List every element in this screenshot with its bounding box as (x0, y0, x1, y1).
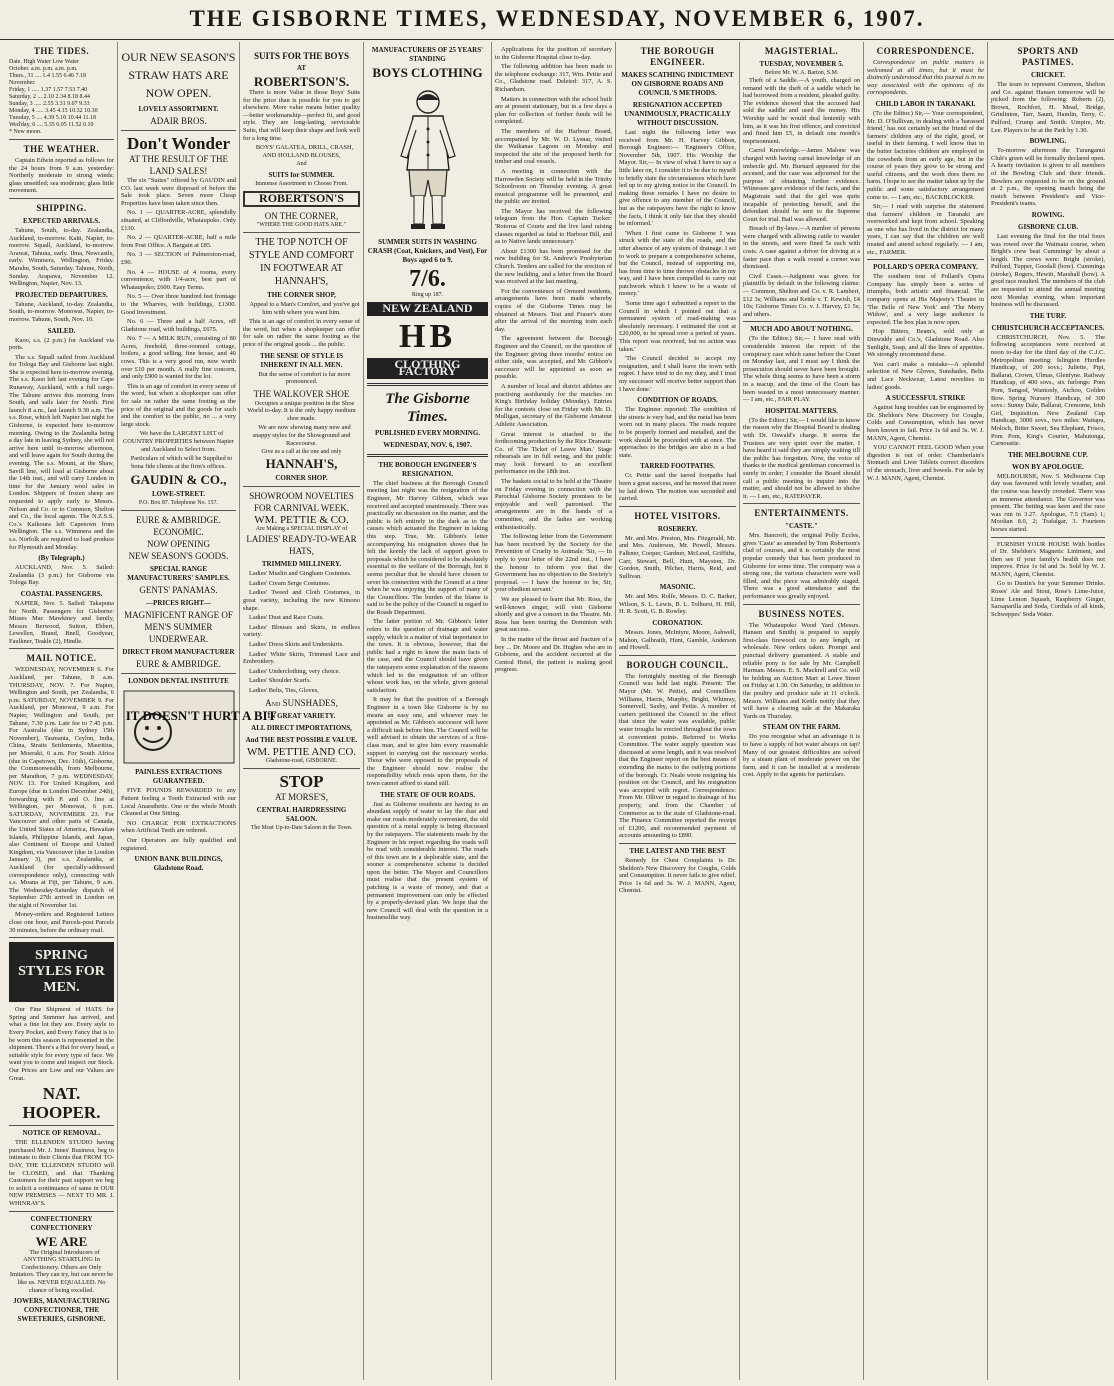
news-item: The Mayor has received the following telegram from the Hon. Captain Tucker: 'Rotorua of Courts and the live land raising classes regarded as fatal to Harbour Bill, and as to Native lands unnecessary.' (495, 207, 612, 246)
editorial-body: Just as Gisborne residents are having to an abundant supply of water to lay the dust and make our roads moderately convenient, the old question of a metal supply is being discussed by the ratepayers. The statements made by the Engineer in his report regarding the roads will be read with considerable interest. The roads of this town are in a deplorable state, and the sooner a comprehensive scheme is decided upon the better. The Mayor and Councillors must realise that the present system of patching is a waste of money, and that a permanent improvement can only be effected by a properly-devised plan. We hope that the new Council will deal with the question in a businesslike way. (367, 800, 488, 922)
news-item: For the convenience of Ormond residents, arrangements have been made whereby copies of the Gisborne Times may be obtained at Messrs. Teat and Fraser's store after the arrival of the morning train each day. (495, 287, 612, 333)
on-the-corner: ON THE CORNER, (264, 210, 339, 221)
direct-importations: ALL DIRECT IMPORTATIONS, (251, 723, 352, 732)
top-notch: THE TOP NOTCH OF STYLE AND COMFORT IN FOOTWEAR AT HANNAH'S, (249, 236, 354, 287)
steam-heading: STEAM ON THE FARM. (762, 723, 841, 732)
ring-up: Ring up 187. (411, 292, 444, 298)
pollard-text: The southern tour of Pollard's Opera Company has simply been a series of triumphs, both artistic and financial. The company opens at His Majesty's Theatre in 'The Belle of New York' and 'The Merry Widow', and a very large audience is expected. The box plan is now open. (867, 273, 984, 326)
particulars: Particulars of which will be Supplied to bona fide clients at the firm's offices. (130, 455, 233, 470)
fabrics: BOYS' GALATEA, DRILL, CRASH, AND HOLLAND BLOUSES, (255, 144, 354, 159)
arrivals-text: Tahune, South, to-day. Zealandia, Auckland, to-morrow. Kaiti, Napier, to-morrow. Squall, Auckland, to-morrow. Arawai, Tahuna, early. Ilma, Newcastle, early. Wimmera, Wellington, Friday. Marahu, South, Saturday. Tahune, North, Sunday. Arapawa, November 12. Wellington, Napier, Nov. 13. (9, 226, 114, 288)
telegraph-heading: (By Telegraph.) (38, 554, 85, 563)
land-sales-heading: AT THE RESULT OF THE LAND SALES! (128, 154, 229, 176)
dental-institute: LONDON DENTAL INSTITUTE (128, 677, 229, 686)
rowing-sub: GISBORNE CLUB. (1018, 222, 1078, 231)
column-ads-land (118, 42, 276, 1380)
engineer-body: Last night the following letter was received from Mr. H. Harvey Gibbon, Borough Engineer:— 'Engineer's Office, November 5th, 1907. His Worship the Mayor. Sir,— In view of what I have to say a little later on, I consider it to be due to myself to briefly state the circumstances which have led up to my giving notice to the Council. In making these remarks I have no desire to give offence to any member of the Council, but as the ratepayers have the right to know the facts, I think it only fair that they should be informed.' (619, 129, 736, 228)
steam-text: Do you recognise what an advantage it is to have a supply of hot water always on tap? Many of our greatest difficulties are solved by a steam plant of moderate power on the farm, and it can be installed at a moderate cost. Apply to the agents for particulars. (743, 733, 860, 779)
hop-bitters: Hop Bitters, Beam's, sold only at Dinwiddy and Co.'s, Gladstone Road. Also Sunlight, Soap, and all the lines of appetites. We strongly recommend these. (867, 328, 984, 359)
pettie-item: Ladies' Tweed and Cloth Costumes, in great variety, including the new Kimono shape. (243, 589, 360, 612)
melbourne-heading: THE MELBOURNE CUP. (1008, 450, 1088, 459)
telegraph-text: AUCKLAND, Nov. 5. Sailed: Zealandia (3 p.m.) for Gisborne via Tologa Bay. (9, 564, 114, 587)
now-opening: NOW OPENING (146, 539, 211, 550)
sunshades: And SUNSHADES, (265, 697, 338, 708)
sports-heading: SPORTS AND PASTIMES. (1017, 46, 1079, 67)
tide-row: Tuesday, 5 .... 4.39 5.10 10.44 11.18 (9, 115, 97, 121)
strike-text: Against lung troubles can be engineered by Dr. Sheldon's New Discovery for Coughs, Colds and Consumption, which has never been known to fail. Price 1s 6d and 3s. W. J. MANN, Agent, Chemist. (867, 404, 984, 442)
engineer-body: 'When I first came to Gisborne I was struck with the state of the roads, and the utter absence of any system of drainage. I set to work to prepare a comprehensive scheme, but the Council, instead of supporting me, has from time to time thrown obstacles in my way, and I have been compelled to carry out patchwork which I knew to be a waste of money.' (619, 229, 736, 298)
resignation-heading: THE BOROUGH ENGINEER'S RESIGNATION. (378, 460, 477, 478)
suits-heading: SUITS FOR THE BOYS (253, 51, 350, 61)
sailed-heading: SAILED. (47, 326, 76, 335)
removal-text: THE ELLENDEN STUDIO having purchased Mr. J. Innes' Business, beg to intimate to their Clients that FROM TO-DAY, THE ELLENDEN STUDIO will be CLOSED, and that Thanking Customers for their past support we beg to solicit a continuance of same in OUR NEW PREMISES — NEXT TO MR. J. WHINRAY'S. (9, 1139, 114, 1207)
summer-suits: SUMMER SUITS IN WASHING CRASH (Coat, Knickers, and Vest), For Boys aged 6 to 9. (367, 238, 488, 264)
operators: Our Operators are fully qualified and registered. (121, 836, 236, 852)
child-labor-heading: CHILD LABOR IN TARANAKI. (875, 99, 976, 108)
council-text: The fortnightly meeting of the Borough Council was held last night. Present: The Mayor (Mr. W. Pettie), and Councillors Williams, Harris, Murphy, Bright, Whinray, Somervell, Saxby, and Pettie. A number of carters petitioned the Council to the effect that since the water was available, public water troughs be erected throughout the town at convenient points. Referred to Works Committee. The water supply question was discussed at some length, and it was resolved that the Engineer report on the best means of extending the mains to the outlying portions of the borough. Cr. Neale wrote resigning his position on the Council, and his resignation was accepted with regret. Correspondence: From Mr. Olliver in regard to drainage of his property, and from the Chamber of Commerce as to the state of Gladstone-road. The Finance Committee reported the receipt of £1200, and recommended payment of accounts amounting to £890. (619, 672, 736, 840)
pettie-item: Ladies' Underclothing, very choice. (249, 667, 341, 675)
magisterial-date: TUESDAY, NOVEMBER 5. (759, 60, 844, 68)
immense: Immense Assortment to Choose From. (255, 181, 348, 188)
engineer-subheading: MAKES SCATHING INDICTMENT ON GISBORNE ROADS AND COUNCIL'S METHODS. (621, 71, 734, 97)
robertsons-name: ROBERTSON'S. (253, 74, 350, 89)
news-item: The agreement between the Borough Engineer and the Council, on the question of the Engineer giving three months' notice on either side, was accepted, and Mr. Gibbon's successor will be appointed as soon as possible. (495, 335, 612, 381)
showroom: SHOWROOM NOVELTIES FOR CARNIVAL WEEK. (249, 491, 354, 514)
and: And (296, 161, 307, 168)
sailed-text: Kaoo, s.s. (2 p.m.) for Auckland via ports. (9, 336, 114, 352)
tide-row: * New moon. (9, 129, 42, 135)
news-item: Great interest is attached to the forthcoming production by the Rice Dramatic Co. of 'The Ticket of Leave Man.' Stage rehearsals are in full swing, and the public may look forward to an excellent performance on the 18th inst. (495, 430, 612, 476)
melbourne-text: MELBOURNE, Nov. 5. Melbourne Cup day was favoured with lovely weather, and the course was heavily crowded. There was an immense attendance. The Governor was present. The betting was keen and the race was run in 3.27. Apologue, 7.5 (Sam) 1; Mooltan 8.0, 2; Trafalgar, 3. Fourteen horses started. (991, 472, 1105, 533)
listing: No. 3 — SECTION of Palmerston-road, £90. (121, 251, 236, 266)
pettie-item: Ladies' White Skirts, Trimmed Lace and Embroidery. (243, 650, 360, 666)
morses: AT MORSE'S, (275, 791, 328, 802)
engineer-body: The Engineer reported: The condition of the streets is very bad, and the metal has been worn out in many places. The roads require to be properly formed and metalled, and the work should be proceeded with at once. The approaches to the bridges are also in a bad state. (619, 406, 736, 459)
sense-heading: THE SENSE OF STYLE IS INHERENT IN ALL MEN. (260, 351, 343, 369)
pettie-2: WM. PETTIE AND CO. (246, 745, 357, 758)
tide-row: November. (9, 80, 36, 86)
pollard-heading: POLLARD'S OPERA COMPANY. (873, 263, 978, 272)
business-text: The Whataupoko Wood Yard (Messrs. Hansen and Smith) is prepared to supply first-class firewood cut to any length, or wholesale. New orders taken. Prompt and punctual delivery guaranteed. A stable and reliable pony is for sale by Mr. Campbell Harman. Messrs. E. S. Mackrell and Co. will be holding an Auction Mart at Lowe Street on Friday at 1.30. On Saturday, in addition to the poultry and produce sale at 11 o'clock. Messrs. Williams and Kettle notify that they will have a clearing sale at the Makaraka Yards on Thursday. (743, 621, 860, 720)
lovely-assortment: LOVELY ASSORTMENT. (138, 105, 219, 113)
child-labor-text-2: Sir,— I read with surprise the statement that farmers' children in Taranaki are overworked and kept from school. Speaking as one who has lived in the district for many years, I can say that the children are well treated and attend school regularly. — I am, etc., FARMER. (867, 203, 984, 256)
sense-text: But the sense of comfort is far more pronounced. (258, 370, 351, 386)
news-item: Applications for the position of secretary to the Gisborne Hospital close to-day. (495, 46, 612, 61)
best-value: And THE BEST POSSIBLE VALUE. (245, 735, 358, 744)
engineer-heading: THE BOROUGH ENGINEER. (640, 46, 715, 67)
suits-at: AT (296, 64, 307, 72)
condition-heading: CONDITION OF ROADS. (637, 396, 718, 405)
coastal-text: NAPIER, Nov. 5. Sailed: Takapuna for North. Passengers for Gisborne: Misses Mac Mawkiney and family, Messrs Berwood, Sutton, Ebbert, Lewellen, Brand, Bnell, Goodyear, Faulkner, Teakle (2), Hindle. (9, 599, 114, 645)
price: 7/6. (409, 266, 446, 292)
caste-text: Mrs. Bancroft, the original Polly Eccles, gives 'Caste' as amended by Tom Robertson's clad of courses, and it is certainly the most popular comedy that has been produced in Gisborne for some time. The company was a strong one, the various characters were well filled, and the piece was admirably staged. There was a good attendance and the performance was greatly enjoyed. (743, 532, 860, 601)
paper-title: The Gisborne Times. (385, 390, 470, 425)
manufacturers: MANUFACTURERS OF 25 YEARS' STANDING (371, 46, 484, 63)
arrivals-heading: EXPECTED ARRIVALS. (23, 216, 100, 225)
mail-heading: MAIL NOTICE. (26, 653, 97, 664)
spring-text: Our Fine Shipment of HATS for Spring and Summer has arrived, and what a fine lot they are. Every style to Every Pocket, and Every Fancy that is to be worn this season is represented in the shipment. There's a Hat for every head, a suitable style for every type of face. We want you to come and inspect our Stock. Our Prices are Low and our Values are Great. (9, 1006, 114, 1082)
cricket-heading: CRICKET. (1031, 71, 1065, 79)
coastal-heading: COASTAL PASSENGERS. (20, 589, 103, 598)
engineer-subheading-2: RESIGNATION ACCEPTED UNANIMOUSLY, PRACTICALLY WITHOUT DISCUSSION. (624, 101, 731, 127)
column-local-news (492, 42, 616, 1380)
robertsons-box: ROBERTSON'S (243, 191, 360, 207)
magisterial-before: Before Mr. W. A. Barton, S.M. (764, 70, 839, 76)
news-item: The baskets social to be held at the Theatre on Friday evening in connection with the Parochial Gisborne Society promises to be enjoyable and well patronised. The arrangements are in the hands of a committee, and the ladies are working enthusiastically. (495, 478, 612, 531)
go-to-text: Go to Dustin's for your Summer Drinks. Roses' Ale and Stout, Rose's Lime-Juice, Lime Lemon Squash, Raspberry Ginger, Sarsaparilla and Soda, Cordials of all kinds, Schweppes' Soda Water. (991, 580, 1105, 618)
land-body: This is an age of comfort in every sense of the word, but when a shopkeeper can offer for sale on rather the same footing as the price of the original and the goods for such and the comfort to the public, no ... a very large stock. (121, 382, 236, 428)
court-body: Carrol Knowledge.—James Malone was charged with having carnal knowledge of an imbecile girl. Mr. Burnard appeared for the accused, and the case was adjourned for the purpose of obtaining further evidence. Witnesses gave evidence of the facts, and the Magistrate said that the girl was quite incapable of protecting herself, and the defendant should be sent to the Supreme Court for trial. Bail was allowed. (743, 147, 860, 223)
business-heading: BUSINESS NOTES. (758, 608, 845, 619)
listing: No. 6 — Three and a half Acres, off Gladstone road, with buildings, £675. (121, 318, 236, 333)
hotel-text: Mr. and Mrs. Preston, Mrs. Fitzgerald, Mr. and Mrs. Anderson, Mr. Powell, Messrs. Falkner, Cooper, Gardner, McLeod, Griffiths, Carr, Stewart, Bell, Hunt, Mayston, Dr. Gordon, Smith, Pilcher, Harris, Reid, and Sullivan. (619, 534, 736, 580)
tide-row: Saturday, 2 ... 2.10 2.34 8.18 8.44 (9, 94, 90, 100)
eure-ambridge-2: EURE & AMBRIDGE. (136, 659, 221, 670)
tarred-heading: TARRED FOOTPATHS. (640, 462, 715, 471)
published: PUBLISHED EVERY MORNING. (374, 428, 481, 437)
suits-text: There is more Value in those Boys' Suits for the price than is possible for you to get elsewhere. More value means better quality—better workmanship—perfect fit, and good style. They are long-lasting, serviceable Suits, that will keep their shape and look well for a long time. (243, 89, 360, 142)
new-season: NEW SEASON'S GOODS. (128, 551, 229, 562)
listing: No. 4 — HOUSE of 4 rooms, every convenience, with 1/4-acre, best part of Whataupoko; £600. Easy Terms. (121, 268, 236, 291)
lowe-street: LOWE-STREET. (152, 490, 205, 499)
news-item: A meeting in connection with the Harrowden Society will be held in the Trinity Schoolroom on Thursday evening. A great musical programme will be presented, and the public are invited. (495, 167, 612, 206)
tide-row: October. a.m. p.m. a.m. p.m. (9, 66, 78, 72)
direct-manufacturer: DIRECT FROM MANUFACTURER (122, 648, 235, 657)
council-heading: BOROUGH COUNCIL. (626, 659, 729, 670)
appeal: Appeal to a Man's Comfort, and you've got him with where you want him. (249, 300, 360, 316)
masonic-heading: MASONIC. (659, 583, 696, 592)
hb-logo: HB (398, 317, 457, 355)
much-ado-text: (To the Editor.) Sir,— I have read with considerable interest the report of the conspiracy case which came before the Court on Monday last, and I must say I think the prosecution should never have been brought. The whole thing seems to have been a storm in a teacup, and the time of the Court has been wasted in a most unnecessary manner. — I am, etc., FAIR PLAY. (743, 335, 860, 404)
hannahs: HANNAH'S, (265, 456, 338, 472)
court-body: Breach of By-laws.—A number of persons were charged with allowing cattle to wander in the streets, and were fined 5s each with costs. A case against a driver for driving at a faster pace than a walk round a corner was dismissed. (743, 225, 860, 271)
column-magisterial (740, 42, 864, 1380)
column-correspondence (864, 42, 988, 1380)
court-body: Theft of a Saddle.—A youth, charged on remand with the theft of a saddle which he had borrowed from a resident, pleaded guilty. The evidence showed that the accused had sold the saddle and used the money. His Worship said he would deal leniently with him, as it was his first offence, and convicted and fined him £5, in default one month's imprisonment. (743, 77, 860, 145)
gents-panamas: GENTS' PANAMAS. (139, 585, 218, 596)
walkover: THE WALKOVER SHOE (253, 388, 350, 399)
news-item: The following addition has been made to the telephone exchange: 317, Wm. Pettie and Co., Gladstone road. Deleted: 317, A. S. Richardson. (495, 63, 612, 93)
editorial-body: The chief business at the Borough Council meeting last night was the resignation of the Engineer, Mr Harvey Gibbon, which was received and accepted unanimously. There was practically no discussion on the matter, and the public is left entirely in the dark as to the causes which actuated the Engineer in taking this step. True, Mr. Gibbon's letter accompanying his resignation shows that he felt the keenly the lack of support given to proposals which he considered to be absolutely essential to the welfare of the Borough, but it seems peculiar that he should have chosen to sever his connection with the Council at a time when he was enjoying the support of many of the Councillors. The burden of the blame is said to be the policy of the Council in regard to the Roads Department. (367, 479, 488, 616)
shipping-body: The s.s. Squall sailed from Auckland for Tologa Bay and Gisborne last night. She is expected here to-morrow evening. The s.s. Kaoo left last evening for Cape Runaway, Auckland, with a full cargo. The Tahune arrives this morning from South, and sails later for North. First launch 8 a.m., last launch 9.30 a.m. The s.s. Rose, which left Napier last night for Gisborne, is expected here to-morrow morning. Owing to the Zealandia being a day late in leaving Sydney, she will not arrive here until to-morrow afternoon, and will leave again for South during the evening. The s.s. Mount, at the Shaw, Savill line, will load at Gisborne about the 14th inst., and will carry London in time for the January wool sales in London. Shippers of frozen sheep are requested to apply early to Messrs. Nelson and Co. or to Common, Shelton and Co., the local agents. The N.Z.S.S. Co.'s Kaikoura left Capetown from Wellington. The s.s. Wimmera and the s.s. Norfolk are required to load produce for Plymouth and Monday. (9, 353, 114, 551)
bowling-heading: BOWLING. (1029, 137, 1067, 146)
engineer-body: Cr. Pettie said the tarred footpaths had been a great success, and he moved that more be laid down. The motion was seconded and carried. (619, 472, 736, 503)
court-body: Civil Cases.—Judgment was given for plaintiffs by default in the following claims:— Common, Shelton and Co. v. R. Lambert, £12 3s; Williams and Kettle v. T. Kewish, £4 10s; Gisborne Times Co. v. J. Harvey, £1 5s; and others. (743, 272, 860, 318)
melbourne-sub: WON BY APOLOGUE. (1012, 462, 1084, 471)
tides-table (9, 66, 114, 136)
christchurch-text: CHRISTCHURCH, Nov. 5. The following acceptances were received at noon to-day for the third day of the C.J.C. Metropolitan meeting: Islington Hurdles Handicap, of 200 sovs.; Juliette, Pipi, Ballarat, Crown, Ulmas, Glenfyne. Railway Handicap, of 400 sovs., six furlongs: Pom Pom, Sungod, Wantonly, Atchoo, Golden Bow. Spring Nursery Handicap, of 300 sovs.: Sunny Dale, Ballarat, Cremorne, Irish Girl, Inquisition. New Zealand Cup Handicap, 3000 sovs., two miles: Waitapu, Moloch, Bitter Sweet, Sea Elephant, Frisco, Pom Pom, King's Courier, Mahutonga, Carnoustie. (991, 333, 1105, 448)
prices-right: —PRICES RIGHT— (146, 599, 211, 608)
engineer-body: 'The Council decided to accept my resignation, and I shall leave the town with regret. I have tried to do my duty, and I trust my successor will receive better support than I have done.' (619, 355, 736, 393)
masonic-text: Mr. and Mrs. Rolfe, Messrs. D. C. Barker, Wilson, S. L. Lewis, B. L. Tolhurst, H. Hill, H. R. Scott, G. B. Rowley. (619, 593, 736, 616)
news-item: The members of the Harbour Board, accompanied by Mr. W. D. Lysnar, visited the Waikanae Lagoon on Monday and inspected the site of the proposed berth for timber and coal vessels. (495, 127, 612, 166)
coronation-heading: CORONATION. (652, 619, 703, 628)
most-up-to-date: The Most Up-to-Date Saloon in the Town. (250, 824, 353, 831)
good-hats: "WHERE THE GOOD HATS ARE." (256, 221, 347, 228)
pettie-item: Ladies' Dress Skirts and Underskirts. (249, 641, 344, 648)
central-saloon: CENTRAL HAIRDRESSING SALOON. (256, 805, 347, 823)
mail-text: WEDNESDAY, NOVEMBER 6. For Auckland, per Tahune, 8 a.m. THURSDAY, NOV. 7. For Napier, Wellington and South, per Zealandia, 6 p.m. SATURDAY, NOVEMBER 9. For Auckland, per Monowai, 9 a.m. For Napier, Wellington and South, per Tahune, 7.30 p.m. Late fee to 7.45 p.m. For Australia (due in Sydney 15th November), Tasmania, Ceylon, India, China, Straits Settlements, Mauritius, per Moeraki, 6 a.m. For South Africa (due in Capetown, Dec. 16th), Gisborne, the Commonwealth, from Melbourne, per Marathon, 7 p.m. WEDNESDAY, NOV. 13. For United Kingdom, and Europe (due in London December 24th), forwarding with P. and O. line at Wellington, per Monowai, 6 p.m. SATURDAY, NOVEMBER 23. For Vancouver and other parts of Canada, the United States of America, Hawaiian Islands, Philippine Islands, and Japan, also Continent of Europe and United Kingdom, via Vancouver (due in London January 3), per s.s. Zealandia, at Auckland (for specially-addressed correspondence only), connecting with s.s. Moana at Fiji, per Tahune, 9 a.m. The Wednesday-Saturday dispatch of September 27th arrived in London on the night of November 1st. (9, 666, 114, 909)
economic: ECONOMIC. (153, 527, 204, 538)
coronation-text: Messrs. Jones, McIntyre, Moore, Ashwell, Mahon, Galbraith, Hunt, Gamble, Anderson and Howell. (619, 629, 736, 652)
pettie-item: Ladies' Shoulder Scarfs. (249, 677, 312, 685)
confectionery-heading: CONFECTIONERY CONFECTIONERY (30, 1214, 93, 1232)
column-borough (616, 42, 740, 1380)
removal-heading: NOTICE OF REMOVAL. (22, 1129, 101, 1138)
weather-text: Captain Edwin reported as follows for the 24 hours from 9 a.m. yesterday: Northerly moderate to strong winds; glass unsettled; sea moderate; glass little movement. (9, 157, 114, 195)
boys-clothing: BOYS CLOTHING (372, 65, 483, 80)
give-call: Give us a call at the one and only (261, 449, 342, 456)
rowing-heading: ROWING. (1031, 210, 1065, 219)
great-variety: IN GREAT VARIETY. (267, 711, 336, 720)
money-orders: Money-orders and Registered Letters close one hour, and Parcels-post Parcels 30 minutes, before the ordinary mail. (9, 911, 114, 934)
hotel-heading: HOTEL VISITORS. (634, 510, 721, 521)
caste-heading: "CASTE." (785, 522, 818, 531)
news-item: About £1300 has been promised for the new building for St. Andrew's Presbyterian Church. Tenders are called for the erection of the new building, and a letter from the Board was received at the last meeting. (495, 247, 612, 286)
tides-columns: Date. High Water Low Water (9, 59, 79, 65)
magnificent-range: MAGNIFICENT RANGE OF MEN'S SUMMER UNDERWEAR. (124, 610, 233, 645)
no-charge: NO CHARGE FOR EXTRACTIONS when Artificial Teeth are ordered. (121, 819, 236, 835)
dont-wonder-heading: Don't Wonder (126, 134, 231, 153)
listing: No. 2 — QUARTER-ACRE, half a mile from Post Office. A Bargain at £85. (121, 234, 236, 249)
issue-date: WEDNESDAY, NOV. 6, 1907. (383, 440, 472, 449)
pettie-item: Ladies' Muslin and Gingham Costumes. (249, 570, 352, 578)
jowers-name: JOWERS, MANUFACTURING CONFECTIONER, THE SWEETERIES, GISBORNE. (13, 1297, 110, 1324)
column-shipping (6, 42, 118, 1380)
showing: We are now showing many new and snappy styles for the Showground and Racecourse. (252, 424, 351, 447)
bowling-text: To-morrow afternoon the Turanganui Club's green will be formally declared open. A hearty invitation is given to all members of the Bowling Club and their friends. Bowlers are requested to be on the ground at 2 p.m., the opening match being the match between President's and Vice-President's teams. (991, 147, 1105, 208)
boy-illustration (383, 84, 473, 234)
gladstone-road: Gladstone-road, GISBORNE. (265, 757, 338, 764)
column-robertsons (240, 42, 364, 1380)
news-item: In the matter of the throat and fracture of a boy ... Dr. Moore and Dr. Hughes who are in Gisborne, and the accident occurred at the Central Hotel, the patient is making good progress. (495, 635, 612, 674)
we-text: The Original Introducers of ANYTHING STARTLING In Confectionery. Others are Only Imitators. They can try, but can never be like us. NEVER EQUALLED. No chance of being excelled. (9, 1248, 114, 1294)
tides-heading: THE TIDES. (33, 46, 90, 56)
newspaper-page (6, 42, 1108, 1382)
departures-text: Tahune, Auckland, to-day. Zealandia, South, to-morrow. Monowai, Napier, to-morrow. Tahune, South, Nov. 10. (9, 300, 114, 323)
gaudin-box: P.O. Box 87. Telephone No. 157. (138, 500, 219, 507)
departures-heading: PROJECTED DEPARTURES. (15, 290, 108, 299)
new-zealand-banner: NEW ZEALAND (367, 302, 488, 316)
child-labor-text: (To the Editor.) Sir,— Your correspondent, Mr. D. O'Sullivan, in dealing with a 'harassed friend,' has not certainly set the friend of the farmers' children any of the right, good, or useful in their farming. I well know that in the butter factories children are employed in the cowsheds from an early age, but in the course of years they grow to be strong and useful citizens, and the work does them no harm. I hope to see the matter taken up by the public and some satisfactory arrangement come to. — I am, etc., BACKBLOCKER. (867, 109, 984, 201)
corner-shop: THE CORNER SHOP, (267, 290, 336, 299)
christchurch-heading: CHRISTCHURCH ACCEPTANCES. (991, 323, 1105, 332)
special-range: SPECIAL RANGE MANUFACTURERS' SAMPLES. (127, 565, 230, 583)
news-item: The following letter from the Government has been received by the Society for the Prevention of Cruelty to Animals: 'Sir, — In reply to your letter of the 22nd inst., I have the honour to inform you that the Government has no objection to the Society's proposal. — I have the honour to be, Sir, your obedient servant.' (495, 533, 612, 594)
engineer-body: 'Some time ago I submitted a report to the Council in which I pointed out that a permanent system of road-making was absolutely necessary. I estimated the cost at £20,000, to be spread over a period of years. This report was received, but no action was taken.' (619, 300, 736, 353)
suits-summer: SUITS for SUMMER. (268, 171, 335, 180)
land-text: The six "Suites" offered by GAUDIN and CO. last week were disposed of before the Sale took place. Seven more Cheap Properties have been taken since then. (121, 177, 236, 207)
weather-heading: THE WEATHER. (23, 144, 100, 154)
hospital-text: (To the Editor.) Sir,— I would like to know the reason why the Hospital Board is dealing with Dr. Oswald's charge. It seems the Trustees are very quiet over the matter. I have heard it said they are simply waiting till the public has forgotten. Now, the voice of thanks to the medical gentleman concerned is surely in order; I consider the Board should call a public meeting to inquire into the matter, and should not be allowed to shelve it. — I am, etc., RATEPAYER. (743, 416, 860, 500)
listing: No. 5 — Over three hundred feet frontage to the Wharves, with buildings, £1300. Good Investment. (121, 293, 236, 316)
latest-text: Remedy for Chest Complaints is Dr. Sheldon's New Discovery for Coughs, Colds and Consumption. It never fails to give relief. Price 1s 6d and 3s. W. J. MANN, Agent, Chemist. (619, 856, 736, 895)
correspondence-heading: CORRESPONDENCE. (876, 46, 975, 56)
tide-row: Sunday, 3 ..... 2.55 3.31 9.07 9.33 (9, 101, 90, 107)
trimmed: TRIMMED MILLINERY. (261, 560, 342, 569)
clothing-factory: CLOTHING FACTORY (367, 358, 488, 379)
ladies-hats: LADIES' READY-TO-WEAR HATS, (246, 534, 357, 557)
cannot-feel-good: YOU CANNOT FEEL GOOD When your digestion is out of order. Chamberlain's Stomach and Liver Tablets correct disorders of the stomach, liver and bowels. For sale by W. J. MANN, Agent, Chemist. (867, 444, 984, 482)
news-item: A number of local and district athletes are practising assiduously for the matches on King's Birthday holiday (Monday). Entries for the contests close on Friday with Mr. D. Mulligan, secretary of the Gisborne Amateur Athletic Association. (495, 382, 612, 428)
foot-text: This is an age of comfort in every sense of the word, but when a shopkeeper can offer for sale on rather the same footing as the price of the original goods ... the public. (243, 318, 360, 348)
tide-row: Wed'day, 6 .... 5.35 6.05 11.52 0.10 (9, 122, 94, 128)
turf-heading: THE TURF. (1029, 311, 1067, 320)
straw-hats-ad: OUR NEW SEASON'S STRAW HATS ARE NOW OPEN. (121, 50, 236, 100)
tide-row: Friday, 1 ..... 1.37 1.57 7.53 7.40 (9, 87, 88, 93)
stop: STOP (279, 771, 324, 791)
much-ado-heading: MUCH ADO ABOUT NOTHING. (750, 325, 853, 334)
cricket-text: The team to represent Common, Shelton and Co. against Hansen tomorrow will be picked from the following: Roberts (2), Brown, Rochfort, H. Mead, Bridge, Grinlinton, Tarr, Saunt, Hamlin, Terry, C. Pulford, Crump and Smith. Umpire, Mr. Lee. Players to be at the Park by 1.30. (991, 81, 1105, 134)
news-item: We are pleased to learn that Mr. Ross, the well-known singer, will visit Gisborne shortly and give a concert in the Theatre. Mr. Ross has been touring the Dominion with great success. (495, 595, 612, 634)
news-item: Matters in connection with the school built are at present stationary, but in a few days a plan for collection of further funds will be completed. (495, 95, 612, 126)
column-editorial (364, 42, 492, 1380)
furnish-text: FURNISH YOUR HOUSE With bottles of Dr. Sheldon's Magnetic Liniment, and then see if your family's health does not improve. Price 1s 6d and 3s. Sold by W. J. MANN, Agent, Chemist. (991, 540, 1105, 578)
newspaper-title: THE GISBORNE TIMES, WEDNESDAY, NOVEMBER 6, 1907. (189, 6, 925, 31)
walkover-text: Occupies a unique position in the Shoe World to-day. It is the only happy medium shoe made. (247, 399, 356, 422)
listing: No. 1 — QUARTER-ACRE, splendidly situated, at Cliffordville, Whataupoko. Only £130. (121, 209, 236, 232)
spring-styles-banner: SPRING STYLES FOR MEN. (9, 942, 114, 1002)
hooper-name: NAT. HOOPER. (22, 1084, 101, 1123)
we-are: WE ARE (35, 1233, 88, 1249)
making: Are Making a SPECIAL DISPLAY of (255, 526, 348, 533)
correspondence-note: Correspondence on public matters is welcomed at all times, but it must be distinctly understood that this journal is in no way associated with the opinions of its correspondents. (867, 59, 984, 97)
rosebery-heading: ROSEBERY. (657, 524, 698, 533)
painless: PAINLESS EXTRACTIONS GUARANTEED. (135, 768, 222, 786)
tide-row: Thurs., 31 .... 1.4 1.55 6.46 7.18 (9, 73, 86, 79)
column-sports (988, 42, 1108, 1380)
masthead (0, 0, 1114, 40)
corner-shop-2: CORNER SHOP. (275, 474, 328, 483)
pettie-item: Ladies' Belts, Ties, Gloves, (249, 686, 319, 694)
gaudin-name: GAUDIN & CO., (130, 472, 227, 488)
editorial-body: It may be that the position of a Borough Engineer in a town like Gisborne is by no means an easy one, and whoever may be appointed as Mr. Gibbon's successor will have a difficult task before him. The Council will be well advised to obtain the services of a first-class man, and to give him every reasonable support in carrying out the necessary works. Those who were opposed to the proposals of the Engineer should now realise the responsibility which rests upon them, for the town cannot afford to stand still. (367, 696, 488, 787)
tide-row: Monday, 4 ..... 3.45 4.15 10.32 10.30 (9, 108, 98, 114)
magisterial-heading: MAGISTERIAL. (764, 46, 839, 56)
pettie-item: Ladies' Blouses and Skirts, in endless variety. (243, 623, 360, 639)
hospital-heading: HOSPITAL MATTERS. (765, 406, 838, 415)
dental-illustration (123, 690, 276, 764)
five-pounds: FIVE POUNDS REWARDED to any Patient feeling a Tooth Extracted with our Local Anaesthetic. One or the whole Mouth Cleaned at One Sitting. (121, 787, 236, 818)
editorial-body: The latter portion of Mr. Gibbon's letter refers to the question of drainage and water supply, which is a matter of vital importance to the town. It is obvious, however, that the public had a right to know the main facts of the case, and the Council should have given the ratepayers some explanation of the reasons which led to the resignation of an officer whose work has, on the whole, given general satisfaction. (367, 618, 488, 694)
pettie-item: Ladies' Dust and Race Coats. (249, 614, 324, 622)
roads-heading: THE STATE OF OUR ROADS. (380, 790, 475, 799)
union-bank: UNION BANK BUILDINGS, Gladstone Road. (134, 855, 223, 873)
eure-ambridge: EURE & AMBRIDGE. (136, 515, 221, 526)
listing: No. 7 — A MILK RUN, consisting of 80 Acres, freehold, three-roomed cottage, boilers, a good selling, fine house, and 40 cows. This is a very good run, now worth over £10 per month. A really fine concern, and only £900 is wanted for the lot. (121, 335, 236, 381)
dental-slogan: IT DOESN'T HURT A BIT (125, 708, 276, 724)
shipping-heading: SHIPPING. (36, 202, 87, 213)
adair-bros: ADAIR BROS. (150, 116, 207, 126)
smart-text: You can't make a mistake—A splendid selection of New Gloves, Sunshades, Belts and Lace Neckwear, Latest novelties in ladies' goods. (867, 360, 984, 391)
pettie: WM. PETTIE & CO. (254, 514, 349, 527)
pettie-item: Ladies' Cream Serge Costumes. (249, 579, 331, 587)
entertainments-heading: ENTERTAINMENTS. (754, 508, 849, 519)
we-have: We have the LARGEST LIST of COUNTRY PROPERTIES between Napier and Auckland to Select from. (122, 430, 235, 453)
rowing-text: Last evening the final for the trial fours was rowed over the Waimata course, when Bright's crew beat Cummings' by about a length. The crews were: Bright (stroke), Pulford, Tupper, Goodall (bow). Cummings (stroke), Rogers, Hewitt, Marshall (bow). A good race resulted. The members of the club are requested to attend the annual meeting next Monday evening, when important business will be discussed. (991, 232, 1105, 309)
strike-heading: A SUCCESSFUL STRIKE (885, 394, 966, 403)
latest-heading: THE LATEST AND THE BEST (629, 846, 726, 855)
